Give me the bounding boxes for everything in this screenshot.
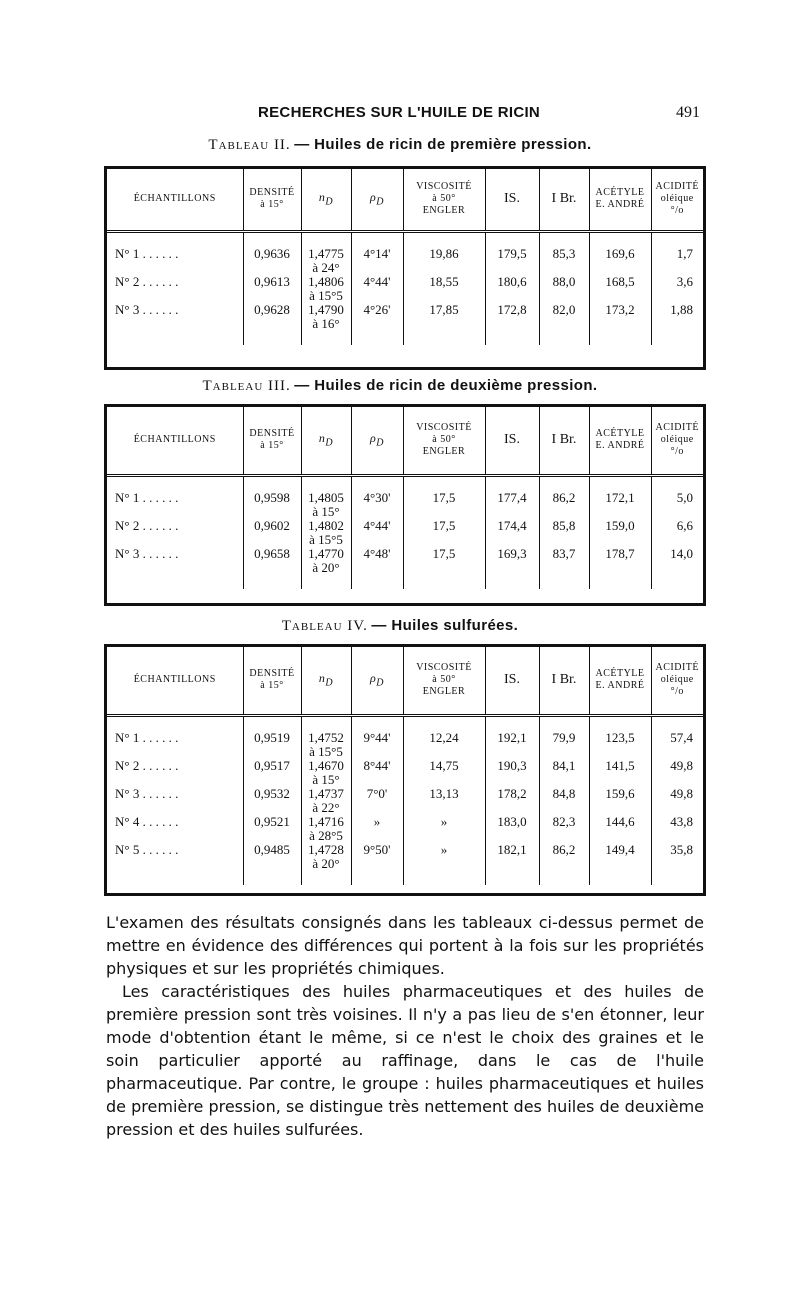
cell-acetyle: 169,6 <box>589 231 651 275</box>
row-label: N° 3 . . . . . . <box>107 787 243 815</box>
cell-viscosite: 17,85 <box>403 303 485 345</box>
cell-rho: 4°14' <box>351 231 403 275</box>
cell-acetyle: 123,5 <box>589 715 651 759</box>
table-row <box>107 475 703 519</box>
table-title: — Huiles sulfurées. <box>371 617 519 634</box>
data-table <box>104 404 706 606</box>
page-number: 491 <box>676 104 700 121</box>
cell-densite: 0,9602 <box>243 519 301 547</box>
table-caption <box>0 617 800 635</box>
header-nd: $n_D$ <box>301 169 351 231</box>
row-label: N° 1 . . . . . . <box>107 475 243 519</box>
cell-is: 190,3 <box>485 759 539 787</box>
cell-rho: 7°0' <box>351 787 403 815</box>
cell-is: 179,5 <box>485 231 539 275</box>
cell-nd: 1,4790 à 16° <box>301 303 351 345</box>
cell-nd: 1,4728 à 20° <box>301 843 351 885</box>
cell-ibr: 85,8 <box>539 519 589 547</box>
cell-viscosite: » <box>403 815 485 843</box>
cell-densite: 0,9636 <box>243 231 301 275</box>
header-densite: DENSITÉ à 15° <box>243 169 301 231</box>
table-row <box>107 231 703 275</box>
cell-nd: 1,4802 à 15°5 <box>301 519 351 547</box>
cell-acetyle: 172,1 <box>589 475 651 519</box>
cell-viscosite: 17,5 <box>403 475 485 519</box>
row-label: N° 5 . . . . . . <box>107 843 243 885</box>
cell-rho: 9°44' <box>351 715 403 759</box>
cell-acidite: 14,0 <box>670 545 693 561</box>
row-label: N° 2 . . . . . . <box>107 759 243 787</box>
cell-acidite: 6,6 <box>676 517 693 533</box>
cell-acidite: 35,8 <box>670 841 693 857</box>
header-nd: $n_D$ <box>301 407 351 475</box>
cell-acidite: 5,0 <box>676 489 693 505</box>
cell-nd: 1,4670 à 15° <box>301 759 351 787</box>
cell-is: 174,4 <box>485 519 539 547</box>
cell-is: 177,4 <box>485 475 539 519</box>
table-caption <box>0 377 800 395</box>
cell-nd: 1,4752 à 15°5 <box>301 715 351 759</box>
cell-ibr: 82,3 <box>539 815 589 843</box>
cell-is: 192,1 <box>485 715 539 759</box>
table-caption <box>0 136 800 154</box>
header-viscosite: VISCOSITÉ à 50° ENGLER <box>403 647 485 715</box>
header-echantillons: ÉCHANTILLONS <box>107 407 243 475</box>
row-label: N° 3 . . . . . . <box>107 303 243 345</box>
header-nd: $n_D$ <box>301 647 351 715</box>
cell-is: 178,2 <box>485 787 539 815</box>
cell-densite: 0,9598 <box>243 475 301 519</box>
cell-rho: 4°30' <box>351 475 403 519</box>
row-label: N° 1 . . . . . . <box>107 231 243 275</box>
cell-densite: 0,9521 <box>243 815 301 843</box>
row-label: N° 2 . . . . . . <box>107 519 243 547</box>
header-densite: DENSITÉ à 15° <box>243 407 301 475</box>
row-label: N° 2 . . . . . . <box>107 275 243 303</box>
table-title: — Huiles de ricin de deuxième pression. <box>294 377 598 394</box>
cell-viscosite: 12,24 <box>403 715 485 759</box>
cell-is: 182,1 <box>485 843 539 885</box>
cell-nd: 1,4770 à 20° <box>301 547 351 589</box>
cell-densite: 0,9485 <box>243 843 301 885</box>
cell-acidite: 1,88 <box>670 301 693 317</box>
header-acetyle: ACÉTYLE E. ANDRÉ <box>589 647 651 715</box>
cell-densite: 0,9532 <box>243 787 301 815</box>
table-row <box>107 759 703 787</box>
header-acidite: ACIDITÉ oléique °/o <box>651 647 703 715</box>
table-row <box>107 715 703 759</box>
table-title: — Huiles de ricin de première pression. <box>294 136 592 153</box>
cell-densite: 0,9613 <box>243 275 301 303</box>
header-viscosite: VISCOSITÉ à 50° ENGLER <box>403 407 485 475</box>
table-row <box>107 275 703 303</box>
cell-acetyle: 144,6 <box>589 815 651 843</box>
cell-densite: 0,9517 <box>243 759 301 787</box>
cell-viscosite: 13,13 <box>403 787 485 815</box>
header-viscosite: VISCOSITÉ à 50° ENGLER <box>403 169 485 231</box>
cell-densite: 0,9658 <box>243 547 301 589</box>
cell-ibr: 84,1 <box>539 759 589 787</box>
header-ibr: I Br. <box>539 407 589 475</box>
cell-ibr: 86,2 <box>539 843 589 885</box>
cell-densite: 0,9519 <box>243 715 301 759</box>
header-acetyle: ACÉTYLE E. ANDRÉ <box>589 169 651 231</box>
header-acidite: ACIDITÉ oléique °/o <box>651 407 703 475</box>
cell-viscosite: 17,5 <box>403 547 485 589</box>
cell-acetyle: 178,7 <box>589 547 651 589</box>
cell-acidite: 3,6 <box>676 273 693 289</box>
running-head <box>0 104 800 128</box>
table-row <box>107 843 703 885</box>
table-label: Tableau II. <box>208 137 291 153</box>
cell-acidite: 49,8 <box>670 785 693 801</box>
cell-rho: 4°44' <box>351 275 403 303</box>
cell-nd: 1,4737 à 22° <box>301 787 351 815</box>
cell-is: 183,0 <box>485 815 539 843</box>
header-is: IS. <box>485 407 539 475</box>
cell-is: 172,8 <box>485 303 539 345</box>
cell-acidite: 43,8 <box>670 813 693 829</box>
cell-acidite: 1,7 <box>676 245 693 261</box>
cell-ibr: 79,9 <box>539 715 589 759</box>
cell-is: 180,6 <box>485 275 539 303</box>
table-row <box>107 519 703 547</box>
cell-is: 169,3 <box>485 547 539 589</box>
cell-ibr: 86,2 <box>539 475 589 519</box>
header-ibr: I Br. <box>539 169 589 231</box>
cell-ibr: 85,3 <box>539 231 589 275</box>
cell-viscosite: 14,75 <box>403 759 485 787</box>
paragraph: Les caractéristiques des huiles pharmaceutiques et des huiles de première pression sont très voisines. Il n'y a pas lieu de s'en étonner, leur mode d'obtention étant le même, si ce n'est le choix des graines et le soin particulier apporté au raffinage, dans le cas de l'huile pharmaceutique. Par contre, le groupe : huiles pharmaceutiques et huiles de première pression, se distingue très nettement des huiles de deuxième pression et des huiles sulfurées. <box>106 982 704 1139</box>
cell-viscosite: 19,86 <box>403 231 485 275</box>
header-acetyle: ACÉTYLE E. ANDRÉ <box>589 407 651 475</box>
cell-rho: » <box>351 815 403 843</box>
running-head-title: RECHERCHES SUR L'HUILE DE RICIN <box>258 104 541 121</box>
cell-acetyle: 159,0 <box>589 519 651 547</box>
header-is: IS. <box>485 647 539 715</box>
cell-ibr: 88,0 <box>539 275 589 303</box>
cell-ibr: 82,0 <box>539 303 589 345</box>
row-label: N° 4 . . . . . . <box>107 815 243 843</box>
table-row <box>107 547 703 589</box>
cell-acetyle: 159,6 <box>589 787 651 815</box>
cell-acetyle: 173,2 <box>589 303 651 345</box>
cell-acetyle: 149,4 <box>589 843 651 885</box>
paragraph: L'examen des résultats consignés dans les tableaux ci-dessus permet de mettre en évidence des différences qui portent à la fois sur les propriétés physiques et sur les propriétés chimiques. <box>106 913 704 978</box>
data-table <box>104 166 706 370</box>
cell-viscosite: 17,5 <box>403 519 485 547</box>
cell-nd: 1,4805 à 15° <box>301 475 351 519</box>
row-label: N° 3 . . . . . . <box>107 547 243 589</box>
cell-ibr: 84,8 <box>539 787 589 815</box>
cell-rho: 4°26' <box>351 303 403 345</box>
table-row <box>107 303 703 345</box>
cell-nd: 1,4775 à 24° <box>301 231 351 275</box>
table-row <box>107 815 703 843</box>
cell-rho: 9°50' <box>351 843 403 885</box>
cell-acetyle: 141,5 <box>589 759 651 787</box>
cell-acidite: 57,4 <box>670 729 693 745</box>
header-densite: DENSITÉ à 15° <box>243 647 301 715</box>
cell-rho: 8°44' <box>351 759 403 787</box>
cell-viscosite: 18,55 <box>403 275 485 303</box>
header-is: IS. <box>485 169 539 231</box>
cell-nd: 1,4806 à 15°5 <box>301 275 351 303</box>
header-ibr: I Br. <box>539 647 589 715</box>
table-row <box>107 787 703 815</box>
body-text <box>106 911 704 1141</box>
header-echantillons: ÉCHANTILLONS <box>107 169 243 231</box>
cell-viscosite: » <box>403 843 485 885</box>
cell-rho: 4°44' <box>351 519 403 547</box>
table-label: Tableau IV. <box>281 618 368 634</box>
header-rho: $\rho_D$ <box>351 647 403 715</box>
cell-rho: 4°48' <box>351 547 403 589</box>
header-echantillons: ÉCHANTILLONS <box>107 647 243 715</box>
header-rho: $\rho_D$ <box>351 169 403 231</box>
row-label: N° 1 . . . . . . <box>107 715 243 759</box>
data-table <box>104 644 706 896</box>
cell-nd: 1,4716 à 28°5 <box>301 815 351 843</box>
header-acidite: ACIDITÉ oléique °/o <box>651 169 703 231</box>
cell-ibr: 83,7 <box>539 547 589 589</box>
cell-acidite: 49,8 <box>670 757 693 773</box>
cell-densite: 0,9628 <box>243 303 301 345</box>
table-label: Tableau III. <box>202 378 291 394</box>
header-rho: $\rho_D$ <box>351 407 403 475</box>
cell-acetyle: 168,5 <box>589 275 651 303</box>
